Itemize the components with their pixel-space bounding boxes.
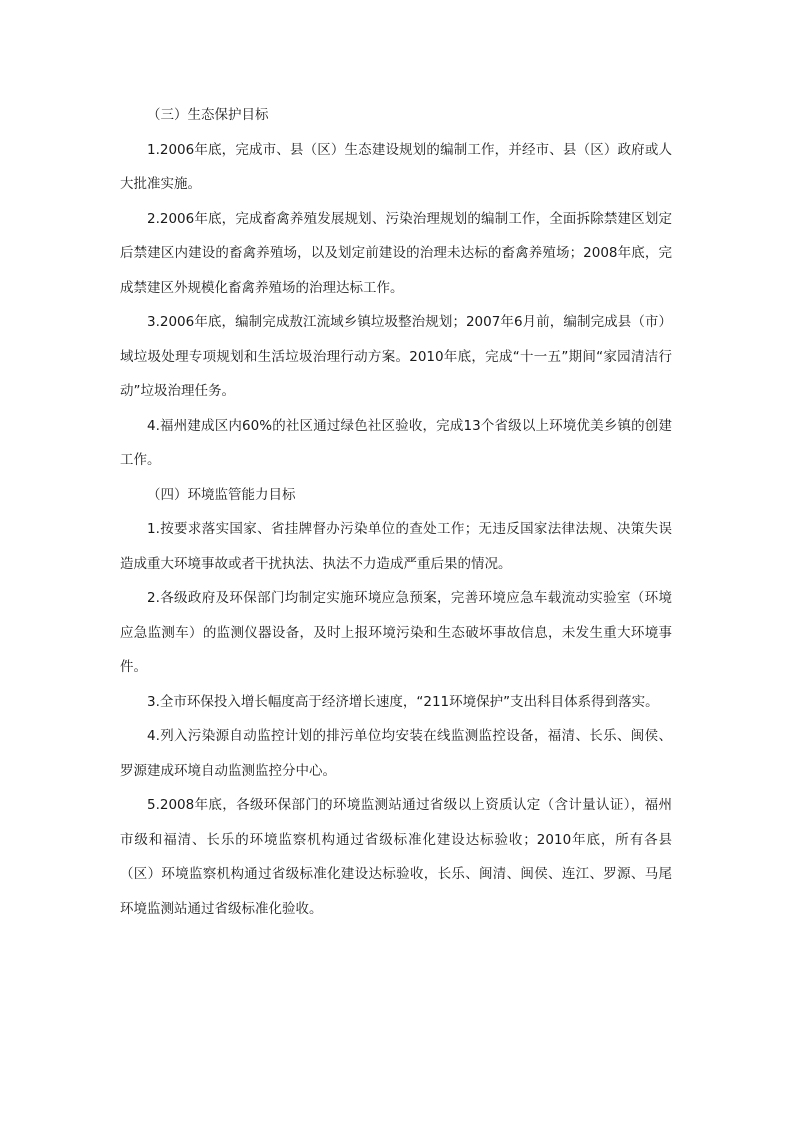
paragraph-eco-3: 3.2006年底，编制完成敖江流域乡镇垃圾整治规划；2007年6月前，编制完成县（市）域垃圾处理专项规划和生活垃圾治理行动方案。2010年底，完成“十一五”期间“家园清洁行动”垃圾治理任务。	[120, 314, 672, 399]
paragraph-sup-3: 3.全市环保投入增长幅度高于经济增长速度，“211环境保护”支出科目体系得到落实。	[147, 693, 659, 710]
section-heading-supervision-capacity: （四）环境监管能力目标	[147, 486, 296, 503]
paragraph-sup-1: 1.按要求落实国家、省挂牌督办污染单位的查处工作；无违反国家法律法规、决策失误造成重大环境事故或者干扰执法、执法不力造成严重后果的情况。	[120, 521, 672, 572]
paragraph-sup-2: 2.各级政府及环保部门均制定实施环境应急预案，完善环境应急车载流动实验室（环境应急监测车）的监测仪器设备，及时上报环境污染和生态破坏事故信息，未发生重大环境事件。	[120, 590, 672, 675]
paragraph-sup-4: 4.列入污染源自动监控计划的排污单位均安装在线监测监控设备，福清、长乐、闽侯、罗源建成环境自动监测监控分中心。	[120, 728, 672, 779]
section-heading-ecological-protection: （三）生态保护目标	[147, 107, 269, 123]
paragraph-eco-2: 2.2006年底，完成畜禽养殖发展规划、污染治理规划的编制工作，全面拆除禁建区划定后禁建区内建设的畜禽养殖场，以及划定前建设的治理未达标的畜禽养殖场；2008年底，完成禁建区外规模化畜禽养殖场的治理达标工作。	[120, 210, 672, 296]
paragraph-eco-1: 1.2006年底，完成市、县（区）生态建设规划的编制工作，并经市、县（区）政府或人大批准实施。	[120, 141, 672, 192]
paragraph-sup-5: 5.2008年底，各级环保部门的环境监测站通过省级以上资质认定（含计量认证），福州市级和福清、长乐的环境监察机构通过省级标准化建设达标验收；2010年底，所有各县（区）环境监察机构通过省级标准化建设达标验收，长乐、闽清、闽侯、连江、罗源、马尾环境监测站通过省级标准化验收。	[120, 797, 672, 917]
paragraph-eco-4: 4.福州建成区内60%的社区通过绿色社区验收，完成13个省级以上环境优美乡镇的创建工作。	[120, 417, 672, 468]
document-body	[120, 98, 672, 926]
